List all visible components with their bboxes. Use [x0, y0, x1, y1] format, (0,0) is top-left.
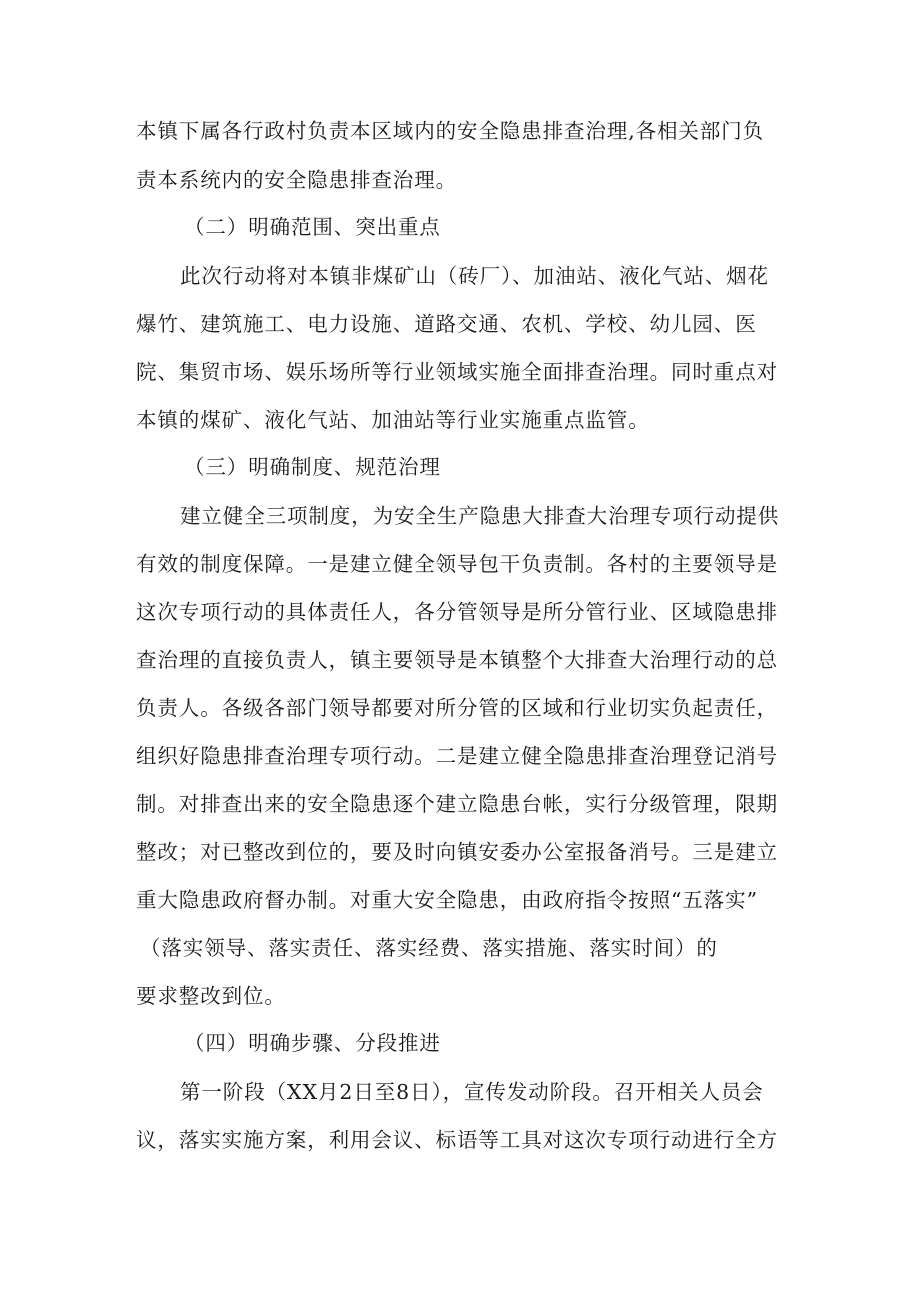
text-line: 此次行动将对本镇非煤矿山（砖厂）、加油站、液化气站、烟花	[180, 264, 769, 288]
text-line: 建立健全三项制度，为安全生产隐患大排查大治理专项行动提供	[180, 504, 780, 528]
text-line: 议，落实实施方案，利用会议、标语等工具对这次专项行动进行全方	[136, 1128, 778, 1152]
section-heading-2: （二）明确范围、突出重点	[184, 215, 441, 239]
text-line: 本镇的煤矿、液化气站、加油站等行业实施重点监管。	[136, 408, 650, 432]
text-line: 要求整改到位。	[136, 984, 286, 1008]
text-line: 这次专项行动的具体责任人，各分管领导是所分管行业、区域隐患排	[136, 600, 778, 624]
text-line: 本镇下属各行政村负责本区域内的安全隐患排查治理,各相关部门负	[136, 119, 765, 143]
section-heading-4: （四）明确步骤、分段推进	[184, 1031, 441, 1055]
text-line: 组织好隐患排查治理专项行动。二是建立健全隐患排查治理登记消号	[136, 744, 778, 768]
text-line: 查治理的直接负责人，镇主要领导是本镇整个大排查大治理行动的总	[136, 648, 778, 672]
text-line: 重大隐患政府督办制。对重大安全隐患，由政府指令按照“五落实”	[136, 888, 758, 912]
text-line: 整改；对已整改到位的，要及时向镇安委办公室报备消号。三是建立	[136, 840, 778, 864]
text-line: 制。对排查出来的安全隐患逐个建立隐患台帐，实行分级管理，限期	[136, 792, 778, 816]
section-heading-3: （三）明确制度、规范治理	[184, 455, 441, 479]
text-line: （落实领导、落实责任、落实经费、落实措施、落实时间）的	[140, 936, 718, 960]
text-line: 责本系统内的安全隐患排查治理。	[136, 168, 457, 192]
text-line: 爆竹、建筑施工、电力设施、道路交通、农机、学校、幼儿园、医	[136, 312, 757, 336]
text-line: 负责人。各级各部门领导都要对所分管的区域和行业切实负起责任，	[136, 696, 778, 720]
text-line: 第一阶段（XX月2日至8日），宣传发动阶段。召开相关人员会	[180, 1080, 764, 1104]
text-line: 有效的制度保障。一是建立健全领导包干负责制。各村的主要领导是	[136, 552, 778, 576]
text-line: 院、集贸市场、娱乐场所等行业领域实施全面排查治理。同时重点对	[136, 360, 778, 384]
